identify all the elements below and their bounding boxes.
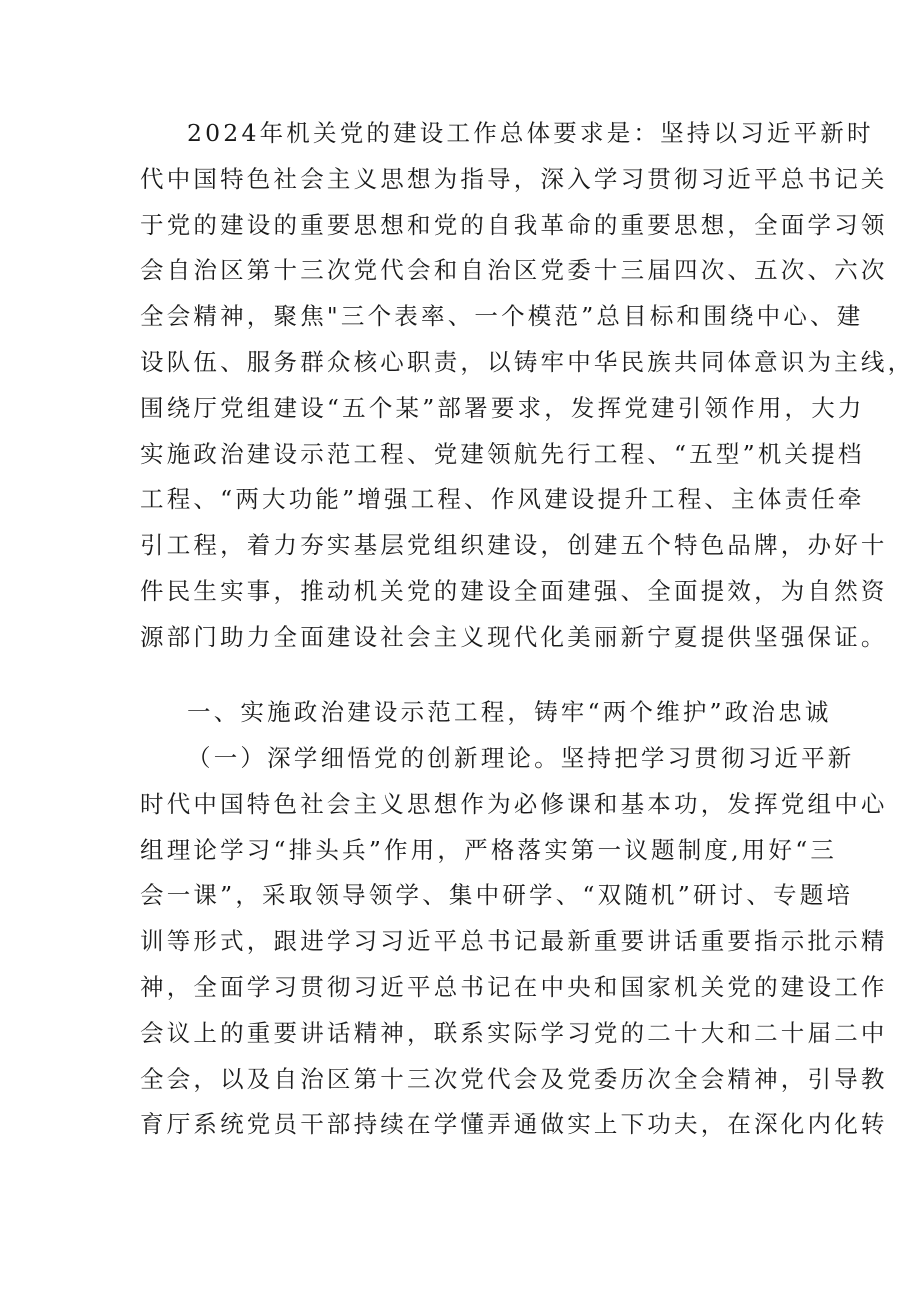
paragraph-line: 时代中国特色社会主义思想作为必修课和基本功，发挥党组中心 — [140, 789, 888, 818]
paragraph-line: 围绕厅党组建设“五个某”部署要求，发挥党建引领作用，大力 — [140, 393, 865, 422]
paragraph-line: 会自治区第十三次党代会和自治区党委十三届四次、五次、六次 — [140, 256, 888, 285]
subsection-paragraph — [140, 736, 888, 1148]
paragraph-line: 实施政治建设示范工程、党建领航先行工程、“五型”机关提档 — [140, 439, 865, 468]
paragraph-line: 源部门助力全面建设社会主义现代化美丽新宁夏提供坚强保证。 — [140, 622, 888, 651]
paragraph-line: 会一课”，采取领导领学、集中研学、“双随机”研讨、专题培 — [140, 881, 854, 910]
paragraph-line: 神，全面学习贯彻习近平总书记在中央和国家机关党的建设工作 — [140, 972, 888, 1001]
paragraph-line: 于党的建设的重要思想和党的自我革命的重要思想，全面学习领 — [140, 210, 888, 239]
paragraph-line: 全会，以及自治区第十三次党代会及党委历次全会精神，引导教 — [140, 1064, 888, 1093]
paragraph-line: 工程、“两大功能”增强工程、作风建设提升工程、主体责任牵 — [140, 485, 865, 514]
paragraph-line: 件民生实事，推动机关党的建设全面建强、全面提效，为自然资 — [140, 576, 888, 605]
paragraph-line: 引工程，着力夯实基层党组织建设，创建五个特色品牌，办好十 — [140, 531, 888, 560]
paragraph-line: 代中国特色社会主义思想为指导，深入学习贯彻习近平总书记关 — [140, 164, 888, 193]
paragraph-line: 训等形式，跟进学习习近平总书记最新重要讲话重要指示批示精 — [140, 927, 888, 956]
paragraph-line: 全会精神，聚焦"三个表率、一个模范”总目标和围绕中心、建 — [140, 302, 864, 331]
paragraph-line: 2024年机关党的建设工作总体要求是：坚持以习近平新时 — [187, 119, 874, 147]
paragraph-line: （一）深学细悟党的创新理论。坚持把学习贯彻习近平新 — [187, 744, 855, 772]
section-heading-text: 一、实施政治建设示范工程，铸牢“两个维护”政治忠诚 — [187, 698, 832, 726]
intro-paragraph — [140, 111, 915, 661]
paragraph-line: 组理论学习“排头兵”作用，严格落实第一议题制度,用好“三 — [140, 835, 838, 864]
paragraph-line: 设队伍、服务群众核心职责，以铸牢中华民族共同体意识为主线， — [140, 347, 915, 376]
paragraph-line: 会议上的重要讲话精神，联系实际学习党的二十大和二十届二中 — [140, 1018, 888, 1047]
section-heading — [140, 690, 832, 736]
paragraph-line: 育厅系统党员干部持续在学懂弄通做实上下功夫，在深化内化转 — [140, 1110, 888, 1139]
